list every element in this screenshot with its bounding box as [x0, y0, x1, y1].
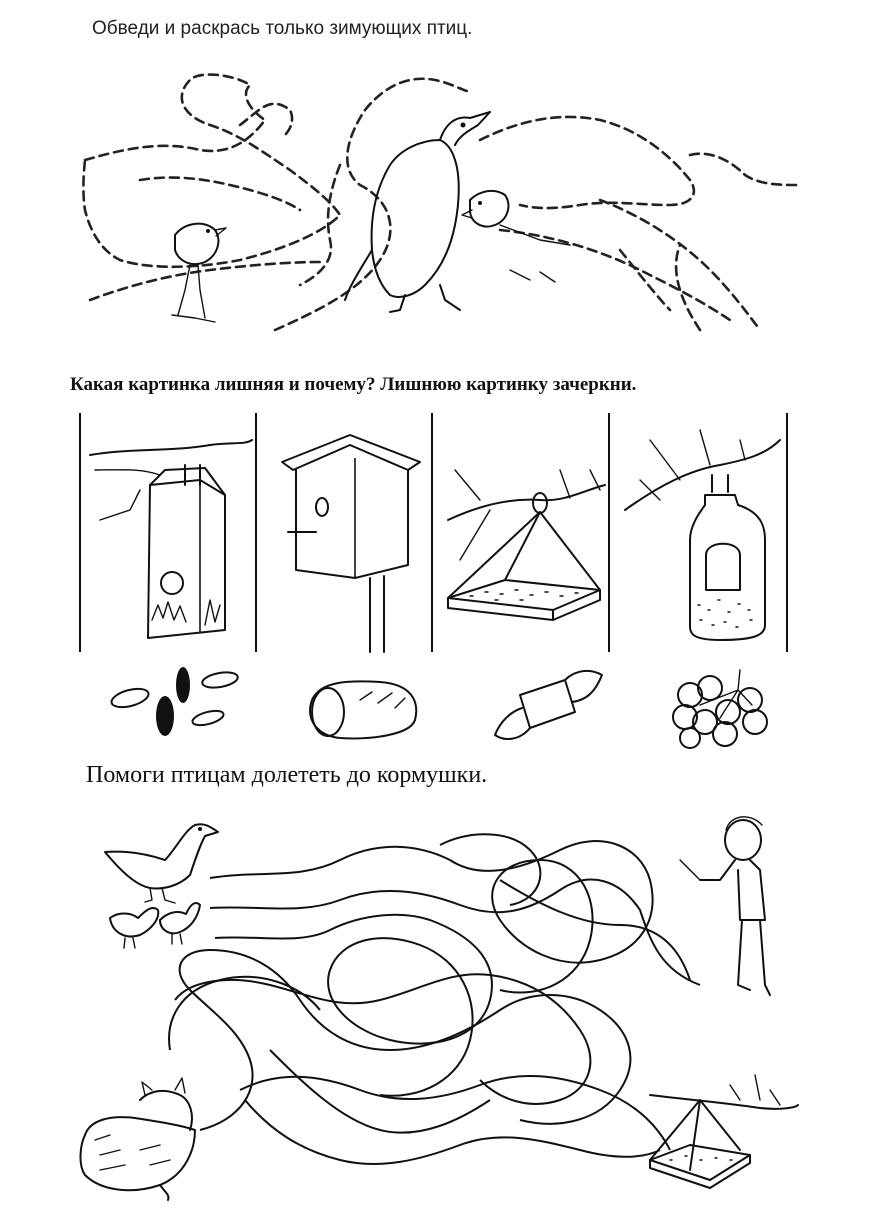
- task-maze-title: Помоги птицам долететь до кормушки.: [86, 762, 488, 788]
- task-odd-one-out-title: Какая картинка лишняя и почему? Лишнюю картинку зачеркни.: [70, 374, 637, 395]
- candy-icon[interactable]: [495, 671, 602, 739]
- sparrow-icon[interactable]: [172, 224, 226, 322]
- bread-loaf-icon[interactable]: [310, 681, 416, 738]
- rowan-berries-icon[interactable]: [673, 670, 767, 748]
- task-trace-color-title: Обведи и раскрась только зимующих птиц.: [92, 18, 473, 39]
- milk-carton-feeder-icon[interactable]: [90, 440, 252, 638]
- cat-icon[interactable]: [80, 1078, 195, 1200]
- bottle-feeder-icon[interactable]: [625, 430, 780, 640]
- sunflower-seeds-icon[interactable]: [110, 667, 239, 736]
- chicks-icon[interactable]: [110, 903, 200, 948]
- sparrow-icon[interactable]: [462, 191, 570, 282]
- tray-feeder-icon[interactable]: [448, 470, 605, 620]
- hanging-feeder-icon[interactable]: [650, 1075, 798, 1188]
- boy-icon[interactable]: [680, 817, 770, 995]
- crow-icon[interactable]: [105, 824, 218, 903]
- birdhouse-icon[interactable]: [282, 435, 420, 652]
- maze-paths[interactable]: [169, 834, 700, 1164]
